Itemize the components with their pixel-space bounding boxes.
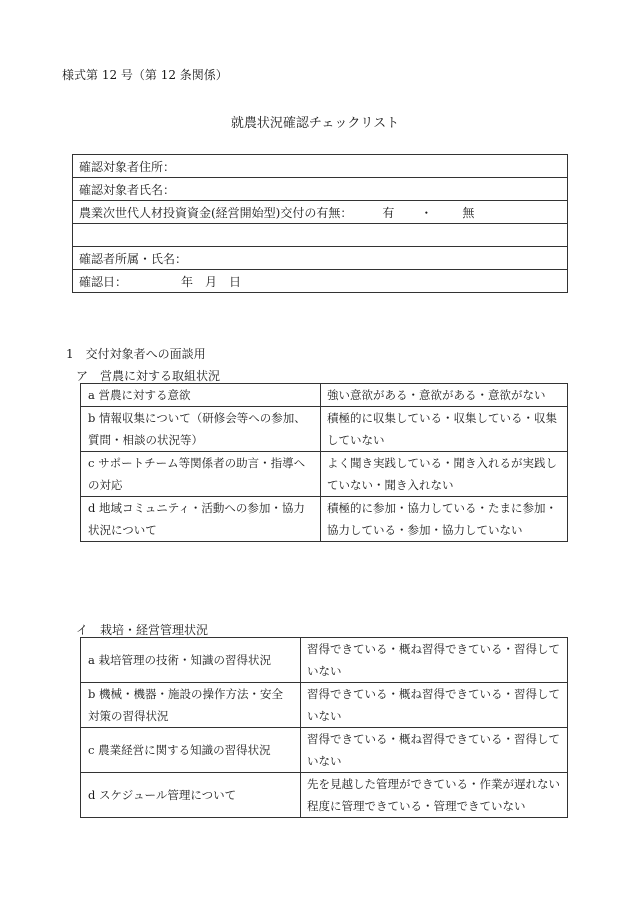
check-item: c 農業経営に関する知識の習得状況 xyxy=(81,728,301,773)
answer-options: 先を見越した管理ができている・作業が遅れない程度に管理できている・管理できていない xyxy=(301,773,568,818)
funding-separator: ・ xyxy=(420,205,433,220)
table-row xyxy=(81,638,568,683)
blank-cell xyxy=(73,224,568,247)
table-row xyxy=(81,407,568,452)
date-cell xyxy=(73,270,568,293)
answer-options: よく聞き実践している・聞き入れるが実践していない・聞き入れない xyxy=(321,452,568,497)
answer-options: 習得できている・概ね習得できている・習得していない xyxy=(301,638,568,683)
answer-options: 習得できている・概ね習得できている・習得していない xyxy=(301,683,568,728)
date-label: 確認日： xyxy=(79,274,128,289)
date-year: 年 xyxy=(181,274,194,289)
answer-options: 積極的に参加・協力している・たまに参加・協力している・参加・協力していない xyxy=(321,497,568,542)
subsection-heading-a: ア 営農に対する取組状況 xyxy=(76,369,221,383)
address-label: 確認対象者住所： xyxy=(73,155,568,178)
page-title: 就農状況確認チェックリスト xyxy=(230,116,400,131)
form-number: 様式第 12 号（第 12 条関係） xyxy=(62,68,228,82)
check-item: a 栽培管理の技術・知識の習得状況 xyxy=(81,638,301,683)
table-row xyxy=(81,683,568,728)
funding-cell xyxy=(73,201,568,224)
table-row xyxy=(81,452,568,497)
info-row-date xyxy=(73,270,568,293)
table-row xyxy=(81,384,568,407)
check-item: c サポートチーム等関係者の助言・指導への対応 xyxy=(81,452,321,497)
info-row-confirmer xyxy=(73,247,568,270)
cultivation-management-table xyxy=(80,637,568,818)
funding-label: 農業次世代人材投資資金(経営開始型)交付の有無： xyxy=(79,205,353,220)
answer-options: 積極的に収集している・収集している・収集していない xyxy=(321,407,568,452)
check-item: b 機械・機器・施設の操作方法・安全対策の習得状況 xyxy=(81,683,301,728)
answer-options: 習得できている・概ね習得できている・習得していない xyxy=(301,728,568,773)
info-row-name xyxy=(73,178,568,201)
date-month: 月 xyxy=(205,274,218,289)
table-row xyxy=(81,773,568,818)
subsection-heading-i: イ 栽培・経営管理状況 xyxy=(76,623,209,637)
info-row-blank xyxy=(73,224,568,247)
check-item: b 情報収集について（研修会等への参加、質問・相談の状況等） xyxy=(81,407,321,452)
farming-efforts-table xyxy=(80,383,568,542)
confirmation-info-table xyxy=(72,154,568,293)
table-row xyxy=(81,497,568,542)
date-day: 日 xyxy=(229,274,242,289)
check-item: a 営農に対する意欲 xyxy=(81,384,321,407)
check-item: d 地域コミュニティ・活動への参加・協力状況について xyxy=(81,497,321,542)
answer-options: 強い意欲がある・意欲がある・意欲がない xyxy=(321,384,568,407)
info-row-address xyxy=(73,155,568,178)
info-row-funding xyxy=(73,201,568,224)
funding-no-option: 無 xyxy=(462,205,475,220)
confirmer-label: 確認者所属・氏名： xyxy=(73,247,568,270)
check-item: d スケジュール管理について xyxy=(81,773,301,818)
funding-yes-option: 有 xyxy=(382,205,395,220)
section-heading: 1 交付対象者への面談用 xyxy=(66,347,206,361)
name-label: 確認対象者氏名： xyxy=(73,178,568,201)
table-row xyxy=(81,728,568,773)
